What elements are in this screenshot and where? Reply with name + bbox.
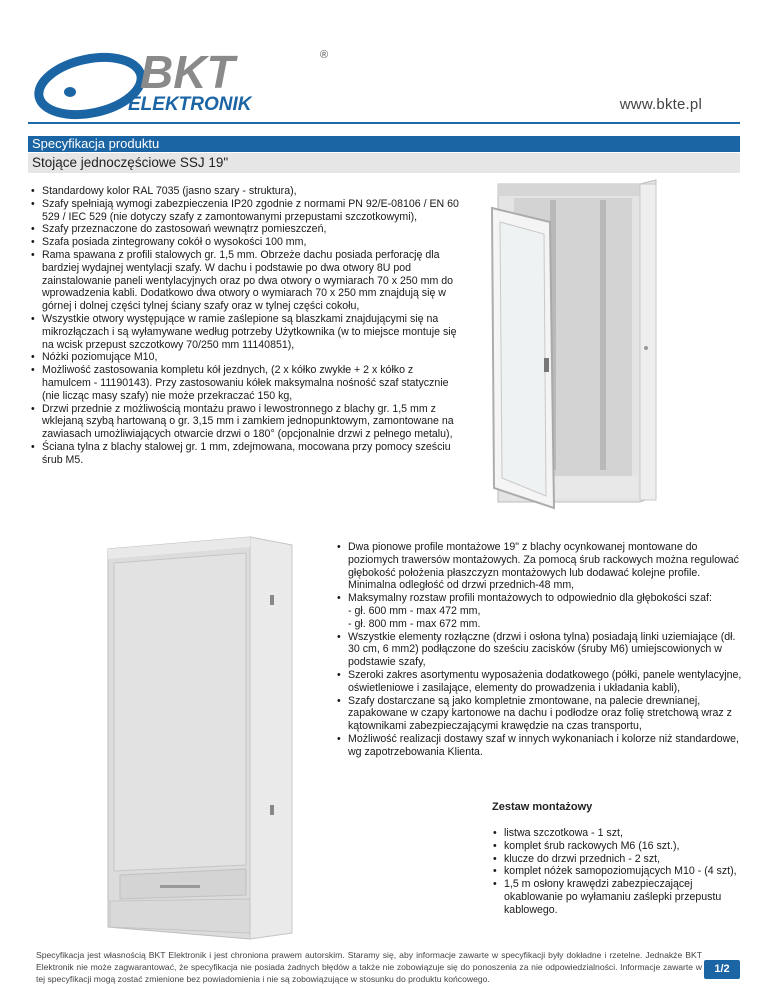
list-item: • Drzwi przednie z możliwością montażu prawo i lewostronnego z blachy gr. 1,5 mm z wklejaną szybą hartowaną o gr. 3,15 mm i zamkiem jednopunktowym, zamontowane na zawiasach umożliwiających otwarcie drzwi o 180° (opcjonalnie drzwi z pełnego metalu), [30, 403, 462, 441]
cabinet-closed-image [100, 535, 300, 940]
product-name: Stojące jednoczęściowe SSJ 19" [28, 153, 740, 173]
page-number-badge: 1/2 [704, 960, 740, 979]
list-item: • komplet śrub rackowych M6 (16 szt.), [492, 840, 752, 853]
logo-sub-text: ELEKTRONIK [128, 94, 252, 115]
header-divider [28, 122, 740, 124]
section-title: Specyfikacja produktu [28, 136, 740, 152]
kit-title: Zestaw montażowy [492, 801, 593, 813]
list-item: • komplet nóżek samopoziomujących M10 - (4 szt), [492, 865, 752, 878]
spec-list [30, 185, 462, 467]
list-item: • Możliwość zastosowania kompletu kół jezdnych, (2 x kółko zwykłe + 2 x kółko z hamulcem - 11190143). Przy zastosowaniu kółek maksymalna nośność szaf statycznie (nie licząc masy szafy) nie może przekraczać 150 kg, [30, 364, 462, 402]
list-item: • Szafy przeznaczone do zastosowań wewnątrz pomieszczeń, [30, 223, 462, 236]
list-item: • Rama spawana z profili stalowych gr. 1,5 mm. Obrzeże dachu posiada perforację dla bardziej wydajnej wentylacji szafy. W dachu i podstawie po dwa otwory 8U pod zainstalowanie paneli wentylacyjnych oraz po dwa otwory o wymiarach 70 x 250 mm do wprowadzenia kabli. Dodatkowo dwa otwory o wymiarach 70 x 250 mm znajdują się w górnej i dolnej części tylnej ściany szafy oraz w tylnej części cokołu, [30, 249, 462, 313]
list-item: • Maksymalny rozstaw profili montażowych to odpowiednio dla głębokości szaf: - gł. 600 mm - max 472 mm, - gł. 800 mm - max 672 mm. [336, 592, 742, 630]
list-item: • listwa szczotkowa - 1 szt, [492, 827, 752, 840]
list-item: • Szeroki zakres asortymentu wyposażenia dodatkowego (półki, panele wentylacyjne, oświetleniowe i zasilające, elementy do prowadzenia i układania kabli), [336, 669, 742, 695]
logo-main-text: BKT [140, 46, 235, 98]
list-item: • klucze do drzwi przednich - 2 szt, [492, 853, 752, 866]
registered-mark: ® [320, 49, 329, 61]
logo-swoosh-icon [28, 40, 348, 125]
list-item: • Wszystkie otwory występujące w ramie zaślepione są blaszkami znajdującymi się na mikrozłączach i są wyłamywane według potrzeby Użytkownika (w to miejsce montuje się na wcisk przepust szczotkowy 70/250 mm 11140851), [30, 313, 462, 351]
bkt-logo [28, 40, 348, 125]
list-item: • Ściana tylna z blachy stalowej gr. 1 mm, zdejmowana, mocowana przy pomocy sześciu śrub M5. [30, 441, 462, 467]
list-item: • Nóżki poziomujące M10, [30, 351, 462, 364]
list-item: • Szafy spełniają wymogi zabezpieczenia IP20 zgodnie z normami PN 92/E-08106 / EN 60 529 / IEC 529 (nie dotyczy szafy z zamontowanymi przepustami szczotkowymi), [30, 198, 462, 224]
spec-list-2 [336, 541, 742, 759]
list-item: • Standardowy kolor RAL 7035 (jasno szary - struktura), [30, 185, 462, 198]
cabinet-open-door-image [480, 178, 670, 518]
list-item: • Dwa pionowe profile montażowe 19" z blachy ocynkowanej montowane do poziomych trawersów montażowych. Za pomocą śrub rackowych można regulować głębokość położenia płaszczyzn montażowych lub dodawać kolejne profile. Minimalna odległość od drzwi przednich-48 mm, [336, 541, 742, 592]
list-item: • 1,5 m osłony krawędzi zabezpieczającej okablowanie po wyłamaniu zaślepki przepustu kablowego. [492, 878, 752, 916]
list-item: • Szafy dostarczane są jako kompletnie zmontowane, na palecie drewnianej, zapakowane w czapy kartonowe na dachu i podłodze oraz folię stretchową wraz z kątownikami zabezpieczającymi krawędzie na czas transportu, [336, 695, 742, 733]
footer-disclaimer: Specyfikacja jest własnością BKT Elektronik i jest chroniona prawem autorskim. Staramy się, aby informacje zawarte w specyfikacji były dokładne i rzetelne. Jednakże BKT Elektronik nie może zagwarantować, że specyfikacja nie posiada żadnych błędów a także nie zobowiązuje się do ponoszenia za nie odpowiedzialności. Informacje zawarte w tej specyfikacji mogą zostać zmienione bez powiadomienia i nie są zobowiązujące w stosunku do produktu końcowego. [36, 950, 702, 984]
website-link[interactable]: www.bkte.pl [619, 96, 702, 113]
list-item: • Szafa posiada zintegrowany cokół o wysokości 100 mm, [30, 236, 462, 249]
list-item: • Wszystkie elementy rozłączne (drzwi i osłona tylna) posiadają linki uziemiające (dł. 30 cm, 6 mm2) podłączone do sześciu zacisków (śruby M6) umiejscowionych w podstawie szafy, [336, 631, 742, 669]
kit-list [492, 827, 752, 917]
list-item: • Możliwość realizacji dostawy szaf w innych wykonaniach i kolorze niż standardowe, wg zapotrzebowania Klienta. [336, 733, 742, 759]
